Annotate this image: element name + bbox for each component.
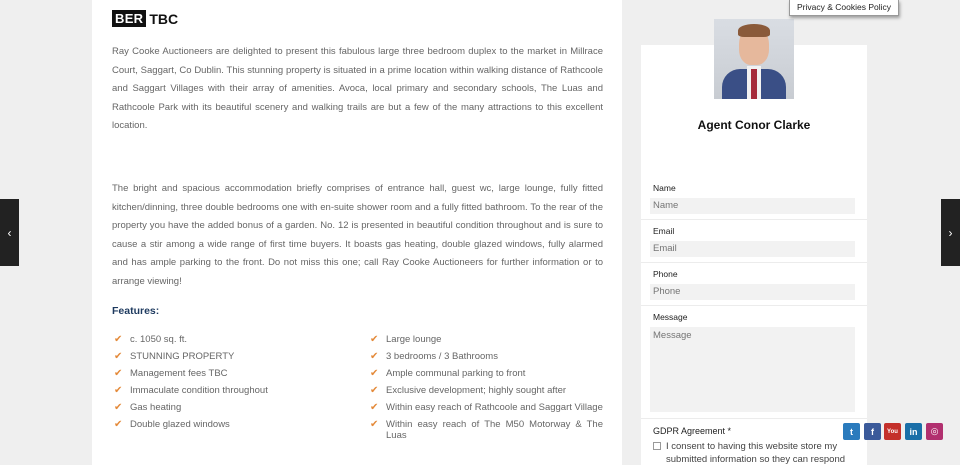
check-icon: ✔ bbox=[114, 351, 123, 362]
phone-input[interactable] bbox=[650, 284, 855, 300]
check-icon: ✔ bbox=[370, 368, 379, 379]
facebook-icon[interactable]: f bbox=[864, 423, 881, 440]
feature-text: c. 1050 sq. ft. bbox=[130, 334, 188, 345]
phone-label: Phone bbox=[653, 269, 678, 279]
features-list-right bbox=[368, 334, 603, 447]
form-divider bbox=[641, 418, 867, 419]
agent-name: Agent Conor Clarke bbox=[697, 118, 811, 132]
message-label: Message bbox=[653, 312, 688, 322]
check-icon: ✔ bbox=[370, 385, 379, 396]
feature-item bbox=[368, 351, 603, 362]
feature-item bbox=[368, 368, 603, 379]
feature-item bbox=[368, 402, 603, 413]
feature-item bbox=[112, 334, 347, 345]
feature-text: STUNNING PROPERTY bbox=[130, 351, 235, 362]
feature-item bbox=[112, 402, 347, 413]
ber-rating bbox=[112, 10, 178, 27]
feature-text: Management fees TBC bbox=[130, 368, 228, 379]
gdpr-consent-text: I consent to having this website store my submitted information so they can respond bbox=[666, 441, 846, 465]
check-icon: ✔ bbox=[114, 334, 123, 345]
check-icon: ✔ bbox=[370, 334, 379, 345]
feature-item bbox=[368, 385, 603, 396]
email-input[interactable] bbox=[650, 241, 855, 257]
agent-photo-tie bbox=[751, 69, 757, 99]
agent-photo-hair bbox=[738, 24, 770, 37]
feature-text: Ample communal parking to front bbox=[386, 368, 526, 379]
agent-photo bbox=[714, 19, 794, 99]
feature-text: Within easy reach of The M50 Motorway & The Luas bbox=[386, 419, 603, 441]
check-icon: ✔ bbox=[370, 351, 379, 362]
privacy-cookies-button[interactable]: Privacy & Cookies Policy bbox=[789, 0, 899, 16]
name-input[interactable] bbox=[650, 198, 855, 214]
check-icon: ✔ bbox=[370, 402, 379, 413]
gdpr-checkbox[interactable] bbox=[653, 442, 661, 450]
name-label: Name bbox=[653, 183, 676, 193]
feature-item bbox=[112, 351, 347, 362]
feature-text: Within easy reach of Rathcoole and Saggart Village bbox=[386, 402, 603, 413]
feature-item bbox=[112, 385, 347, 396]
ber-value: TBC bbox=[149, 10, 179, 27]
feature-text: 3 bedrooms / 3 Bathrooms bbox=[386, 351, 498, 362]
feature-text: Gas heating bbox=[130, 402, 182, 413]
property-description-card bbox=[92, 0, 622, 465]
check-icon: ✔ bbox=[114, 419, 123, 430]
previous-arrow-button[interactable] bbox=[0, 199, 19, 266]
chevron-left-icon: ‹ bbox=[7, 225, 12, 240]
description-paragraph-1: Ray Cooke Auctioneers are delighted to present this fabulous large three bedroom duplex to the market in Millrace Court, Saggart, Co Dublin. This stunning property is situated in a prime location within walking distance of Rathcoole and Saggart Villages with their array of amenities. Avoca, local primary and secondary schools, The Luas and Rathcoole Park with its beautiful scenery and walking trails are but a few of the many attractions to this excellent location. bbox=[112, 46, 603, 132]
feature-text: Exclusive development; highly sought after bbox=[386, 385, 567, 396]
message-textarea[interactable] bbox=[650, 327, 855, 412]
check-icon: ✔ bbox=[370, 419, 379, 430]
ber-label: BER bbox=[112, 10, 146, 27]
email-label: Email bbox=[653, 226, 675, 236]
check-icon: ✔ bbox=[114, 368, 123, 379]
next-arrow-button[interactable] bbox=[941, 199, 960, 266]
check-icon: ✔ bbox=[114, 385, 123, 396]
description-paragraph-2: The bright and spacious accommodation briefly comprises of entrance hall, guest wc, large lounge, fully fitted kitchen/dinning, three double bedrooms one with en-suite shower room and a fully fitted bathroom. To the rear of the property you have the added bonus of a garden. No. 12 is presented in beautiful condition throughout and is sure to cause a stir among a wide range of first time buyers. It boasts gas heating, double glazed windows, fully alarmed and has ample parking to the front. Do not miss this one; call Ray Cooke Auctioneers for further information or to arrange viewing! bbox=[112, 183, 603, 287]
feature-item bbox=[112, 419, 347, 430]
chevron-right-icon: › bbox=[948, 225, 953, 240]
feature-item bbox=[368, 334, 603, 345]
features-list-left bbox=[112, 334, 347, 436]
twitter-icon[interactable]: t bbox=[843, 423, 860, 440]
form-divider bbox=[641, 305, 867, 306]
feature-item bbox=[368, 419, 603, 441]
form-divider bbox=[641, 262, 867, 263]
features-title: Features: bbox=[112, 305, 160, 317]
feature-text: Immaculate condition throughout bbox=[130, 385, 268, 396]
youtube-icon[interactable]: You bbox=[884, 423, 901, 440]
feature-text: Double glazed windows bbox=[130, 419, 230, 430]
linkedin-icon[interactable]: in bbox=[905, 423, 922, 440]
gdpr-label: GDPR Agreement * bbox=[653, 426, 732, 436]
form-divider bbox=[641, 219, 867, 220]
instagram-icon[interactable]: ◎ bbox=[926, 423, 943, 440]
feature-item bbox=[112, 368, 347, 379]
check-icon: ✔ bbox=[114, 402, 123, 413]
feature-text: Large lounge bbox=[386, 334, 442, 345]
